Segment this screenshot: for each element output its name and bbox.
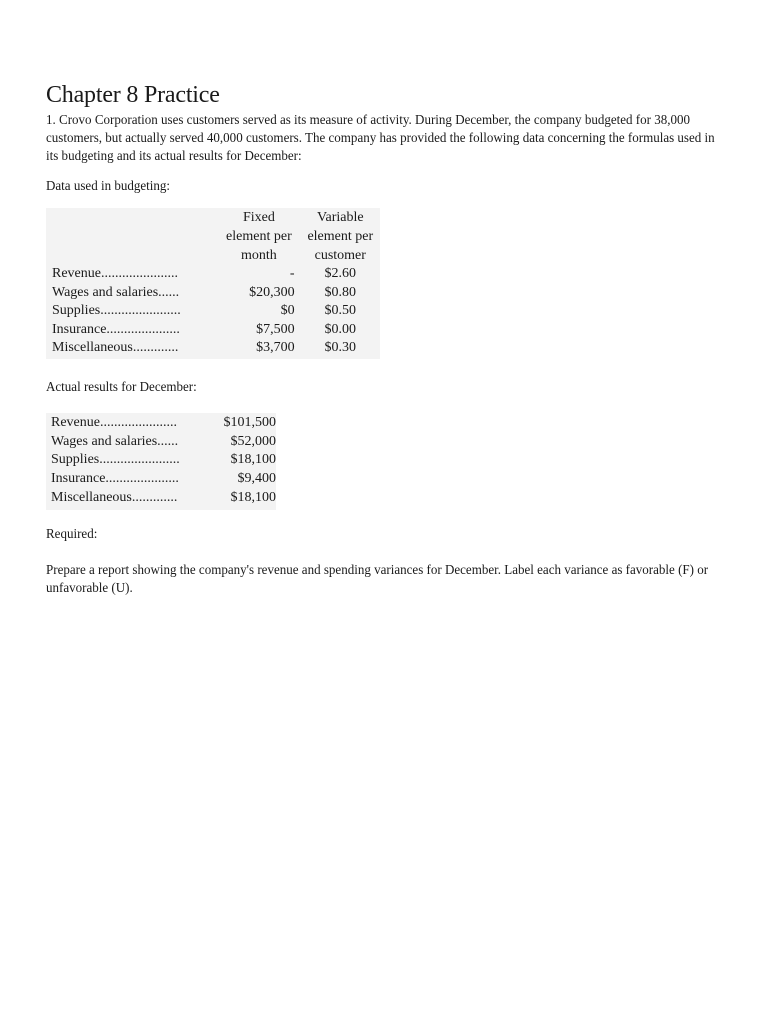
- variable-value: $0.30: [324, 340, 357, 356]
- actual-results-label: Actual results for December:: [46, 380, 197, 395]
- variable-value: $0.80: [324, 284, 357, 300]
- table-row: [51, 414, 276, 433]
- actual-results-table-image: [46, 413, 276, 510]
- actual-results-table: [51, 414, 276, 508]
- budget-data-label: Data used in budgeting:: [46, 179, 171, 194]
- table-row: [52, 321, 380, 340]
- fixed-value: $3,700: [256, 340, 295, 356]
- row-label: Revenue......................: [51, 415, 177, 430]
- table-row: [51, 489, 276, 508]
- table-row: [52, 302, 380, 321]
- row-label: Miscellaneous.............: [51, 489, 178, 505]
- actual-value: $9,400: [237, 471, 276, 487]
- row-label: Insurance.....................: [52, 321, 180, 337]
- variable-header: Variable element per customer: [307, 210, 374, 263]
- table-row: [51, 433, 276, 452]
- row-label: Wages and salaries......: [51, 433, 179, 449]
- variable-value: $2.60: [324, 266, 357, 281]
- fixed-value: $0: [280, 303, 295, 319]
- fixed-header: Fixed element per month: [226, 210, 292, 263]
- table-row: [51, 451, 276, 470]
- table-row: [51, 470, 276, 489]
- row-label: Miscellaneous.............: [52, 340, 179, 356]
- fixed-value: -: [289, 266, 295, 281]
- row-label: Supplies.......................: [51, 452, 180, 468]
- actual-value: $101,500: [223, 415, 276, 430]
- row-label: Supplies.......................: [52, 303, 181, 319]
- row-label: Wages and salaries......: [52, 284, 180, 300]
- actual-value: $18,100: [230, 452, 276, 468]
- required-label: Required:: [46, 527, 98, 542]
- problem-intro: 1. Crovo Corporation uses customers served as its measure of activity. During December, the company budgeted for 38,000 customers, but actually served 40,000 customers. The company has provided the following data concerning the formulas used in its budgeting and its actual results for December:: [46, 113, 715, 164]
- table-row: [52, 284, 380, 303]
- row-label: Insurance.....................: [51, 471, 179, 487]
- table-row: [52, 265, 380, 284]
- actual-value: $52,000: [230, 433, 276, 449]
- variable-value: $0.00: [324, 321, 357, 337]
- fixed-value: $20,300: [249, 284, 295, 300]
- fixed-value: $7,500: [256, 321, 295, 337]
- actual-value: $18,100: [230, 489, 276, 505]
- table-row: [52, 339, 380, 358]
- required-text: Prepare a report showing the company's revenue and spending variances for December. Label each variance as favorable (F) or unfavorable (U).: [46, 563, 709, 596]
- page-title: Chapter 8 Practice: [46, 82, 220, 108]
- variable-value: $0.50: [324, 303, 357, 319]
- budget-data-table: [52, 208, 380, 358]
- row-label: Revenue......................: [52, 266, 178, 281]
- document-page: [46, 80, 726, 598]
- budget-data-table-image: [46, 208, 380, 359]
